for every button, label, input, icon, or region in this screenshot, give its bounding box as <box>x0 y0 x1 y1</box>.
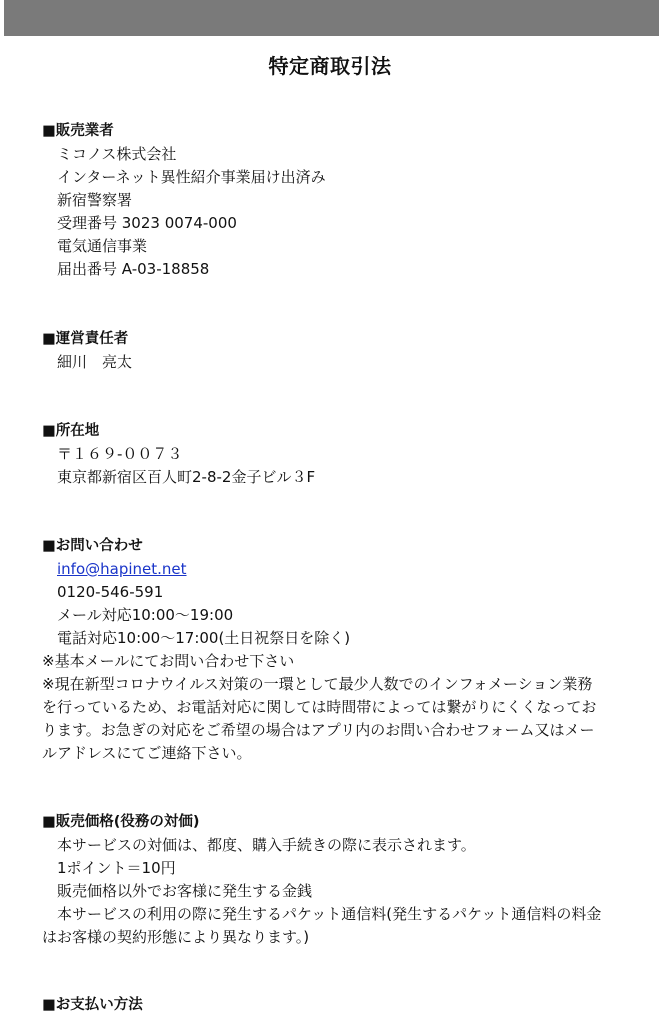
section-heading: ■運営責任者 <box>42 331 129 347</box>
section-address <box>42 420 622 489</box>
contact-note: を行っているため、お電話対応に関しては時間帯によっては繋がりにくくなってお <box>42 698 597 716</box>
email-link[interactable]: info@hapinet.net <box>57 560 187 578</box>
section-seller <box>42 120 622 281</box>
mail-hours: メール対応10:00〜19:00 <box>57 606 234 624</box>
section-payment <box>42 994 622 1017</box>
street-address: 東京都新宿区百人町2-8-2金子ビル３F <box>57 468 316 486</box>
section-heading: ■所在地 <box>42 423 100 439</box>
email-line <box>42 558 622 581</box>
seller-line: 受理番号 3023 0074-000 <box>57 214 237 232</box>
phone-hours: 電話対応10:00〜17:00(土日祝祭日を除く) <box>57 629 351 647</box>
seller-line: 電気通信事業 <box>57 237 148 255</box>
contact-note: ※基本メールにてお問い合わせ下さい <box>42 652 295 670</box>
section-heading: ■お支払い方法 <box>42 997 143 1013</box>
manager-line: 細川 亮太 <box>57 353 133 371</box>
page-title: 特定商取引法 <box>268 54 392 78</box>
price-line: 販売価格以外でお客様に発生する金銭 <box>57 882 313 900</box>
price-line: 本サービスの利用の際に発生するパケット通信料(発生するパケット通信料の料金 <box>57 905 602 923</box>
phone-number: 0120-546-591 <box>57 583 164 601</box>
contact-note: ※現在新型コロナウイルス対策の一環として最少人数でのインフォメーション業務 <box>42 675 593 693</box>
section-heading: ■販売価格(役務の対価) <box>42 814 200 830</box>
contact-note: ルアドレスにてご連絡下さい。 <box>42 744 252 762</box>
top-status-bar <box>4 0 659 36</box>
section-heading: ■販売業者 <box>42 123 114 139</box>
price-line: 1ポイント＝10円 <box>57 859 176 877</box>
seller-line: 届出番号 A-03-18858 <box>57 260 210 278</box>
section-price <box>42 811 622 949</box>
price-line: 本サービスの対価は、都度、購入手続きの際に表示されます。 <box>57 836 476 854</box>
contact-note: ります。お急ぎの対応をご希望の場合はアプリ内のお問い合わせフォーム又はメー <box>42 721 595 739</box>
seller-line: ミコノス株式会社 <box>57 145 177 163</box>
section-contact <box>42 535 622 765</box>
price-note: はお客様の契約形態により異なります。) <box>42 928 310 946</box>
seller-line: インターネット異性紹介事業届け出済み <box>57 168 326 186</box>
section-manager <box>42 328 622 374</box>
postal-code: 〒１６９-００７３ <box>57 445 183 463</box>
seller-line: 新宿警察署 <box>57 191 133 209</box>
section-heading: ■お問い合わせ <box>42 538 143 554</box>
